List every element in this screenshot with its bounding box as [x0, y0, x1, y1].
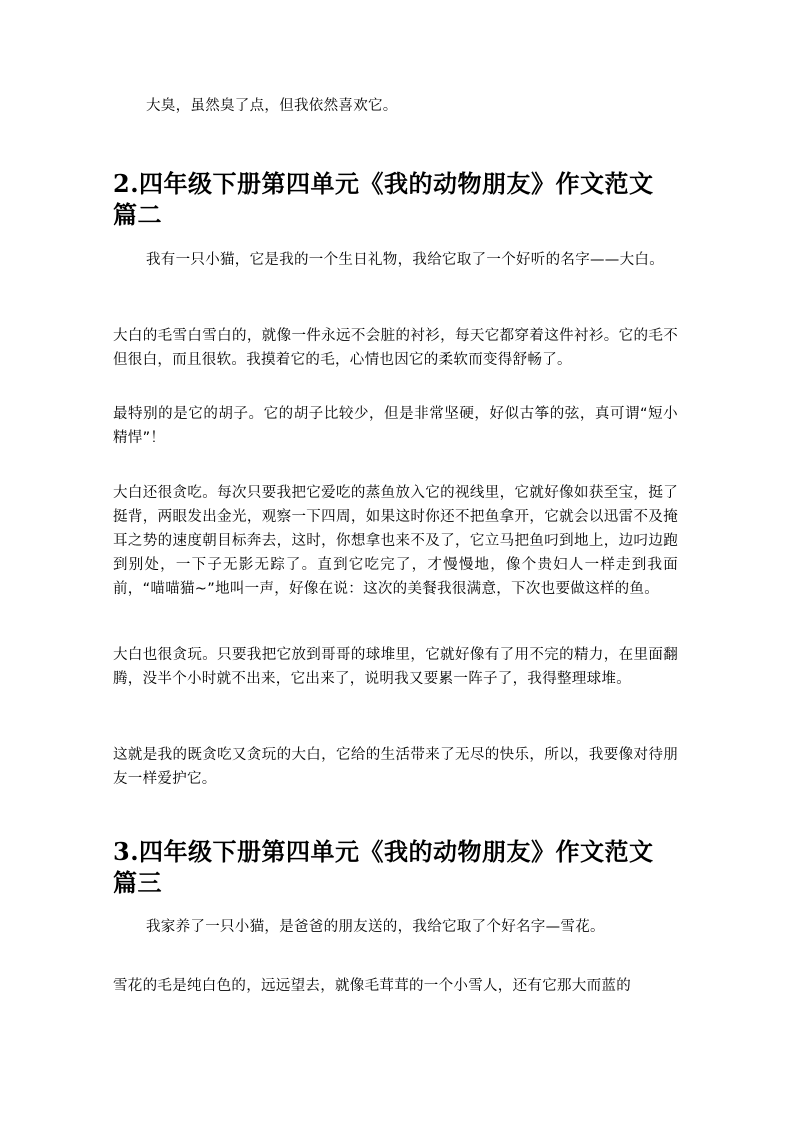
section2-paragraph-1: 我有一只小猫，它是我的一个生日礼物，我给它取了一个好听的名字——大白。	[146, 252, 664, 268]
section-heading-3: 3.四年级下册第四单元《我的动物朋友》作文范文篇三	[113, 837, 654, 897]
section2-paragraph-2: 大白的毛雪白雪白的，就像一件永远不会脏的衬衫，每天它都穿着这件衬衫。它的毛不但很白，而且很软。我摸着它的毛，心情也因它的柔软而变得舒畅了。	[113, 328, 678, 368]
section2-paragraph-5: 大白也很贪玩。只要我把它放到哥哥的球堆里，它就好像有了用不完的精力，在里面翻腾，没半个小时就不出来，它出来了，说明我又要累一阵子了，我得整理球堆。	[113, 647, 678, 687]
section3-paragraph-1: 我家养了一只小猫，是爸爸的朋友送的，我给它取了个好名字—雪花。	[146, 919, 605, 935]
section2-paragraph-4: 大白还很贪吃。每次只要我把它爱吃的蒸鱼放入它的视线里，它就好像如获至宝，挺了挺背，两眼发出金光，观察一下四周，如果这时你还不把鱼拿开，它就会以迅雷不及掩耳之势的速度朝目标奔去，这时，你想拿也来不及了，它立马把鱼叼到地上，边叼边跑到别处，一下子无影无踪了。直到它吃完了，才慢慢地，像个贵妇人一样走到我面前，“喵喵猫~”地叫一声，好像在说：这次的美餐我很满意，下次也要做这样的鱼。	[113, 485, 678, 597]
section-heading-2: 2.四年级下册第四单元《我的动物朋友》作文范文篇二	[113, 169, 654, 229]
paragraph-intro-ending: 大臭，虽然臭了点，但我依然喜欢它。	[146, 98, 398, 114]
section2-paragraph-6: 这就是我的既贪吃又贪玩的大白，它给的生活带来了无尽的快乐，所以，我要像对待朋友一样爱护它。	[113, 747, 678, 787]
section3-paragraph-2: 雪花的毛是纯白色的，远远望去，就像毛茸茸的一个小雪人，还有它那大而蓝的	[113, 978, 631, 994]
section2-paragraph-3: 最特别的是它的胡子。它的胡子比较少，但是非常坚硬，好似古筝的弦，真可谓“短小精悍”！	[113, 406, 678, 446]
